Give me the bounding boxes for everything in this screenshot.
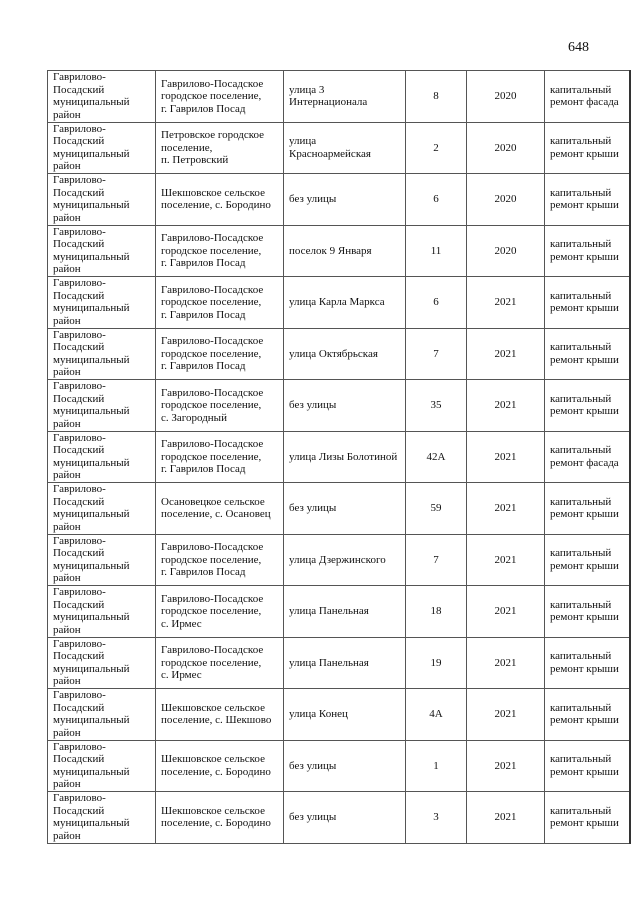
housing-repair-table — [47, 70, 631, 844]
cell-district: Гаврилово- Посадский муниципальный район — [48, 586, 156, 638]
cell-street: улица Панельная — [284, 586, 406, 638]
cell-year: 2020 — [467, 225, 545, 277]
table-row — [48, 792, 630, 844]
cell-district: Гаврилово- Посадский муниципальный район — [48, 277, 156, 329]
cell-year: 2021 — [467, 328, 545, 380]
table-row — [48, 277, 630, 329]
cell-settlement: Петровское городское поселение, п. Петровский — [156, 122, 284, 174]
table-row — [48, 71, 630, 123]
cell-house-number: 3 — [406, 792, 467, 844]
cell-work-type: капитальный ремонт фасада — [545, 431, 630, 483]
table-row — [48, 225, 630, 277]
table-row — [48, 174, 630, 226]
cell-settlement: Гаврилово-Посадское городское поселение, г. Гаврилов Посад — [156, 534, 284, 586]
cell-year: 2021 — [467, 637, 545, 689]
cell-work-type: капитальный ремонт крыши — [545, 689, 630, 741]
cell-house-number: 4А — [406, 689, 467, 741]
cell-street: улица Панельная — [284, 637, 406, 689]
cell-house-number: 18 — [406, 586, 467, 638]
cell-settlement: Гаврилово-Посадское городское поселение, с. Ирмес — [156, 637, 284, 689]
cell-year: 2021 — [467, 586, 545, 638]
cell-street: улица Конец — [284, 689, 406, 741]
cell-district: Гаврилово- Посадский муниципальный район — [48, 431, 156, 483]
cell-district: Гаврилово- Посадский муниципальный район — [48, 71, 156, 123]
cell-work-type: капитальный ремонт крыши — [545, 792, 630, 844]
cell-district: Гаврилово- Посадский муниципальный район — [48, 328, 156, 380]
table-row — [48, 637, 630, 689]
cell-work-type: капитальный ремонт крыши — [545, 225, 630, 277]
cell-street: улица Дзержинского — [284, 534, 406, 586]
cell-house-number: 11 — [406, 225, 467, 277]
cell-year: 2021 — [467, 431, 545, 483]
cell-district: Гаврилово- Посадский муниципальный район — [48, 483, 156, 535]
table-row — [48, 380, 630, 432]
cell-settlement: Гаврилово-Посадское городское поселение, с. Загородный — [156, 380, 284, 432]
cell-work-type: капитальный ремонт крыши — [545, 277, 630, 329]
cell-work-type: капитальный ремонт крыши — [545, 380, 630, 432]
cell-street: улица Лизы Болотиной — [284, 431, 406, 483]
cell-house-number: 6 — [406, 277, 467, 329]
cell-street: без улицы — [284, 792, 406, 844]
cell-house-number: 59 — [406, 483, 467, 535]
cell-work-type: капитальный ремонт крыши — [545, 174, 630, 226]
cell-house-number: 8 — [406, 71, 467, 123]
cell-year: 2021 — [467, 689, 545, 741]
table-row — [48, 122, 630, 174]
cell-settlement: Гаврилово-Посадское городское поселение, г. Гаврилов Посад — [156, 71, 284, 123]
cell-street: без улицы — [284, 740, 406, 792]
cell-settlement: Шекшовское сельское поселение, с. Шекшово — [156, 689, 284, 741]
table-row — [48, 740, 630, 792]
cell-house-number: 35 — [406, 380, 467, 432]
cell-year: 2021 — [467, 277, 545, 329]
cell-house-number: 19 — [406, 637, 467, 689]
cell-house-number: 2 — [406, 122, 467, 174]
cell-year: 2021 — [467, 740, 545, 792]
cell-street: без улицы — [284, 380, 406, 432]
table-row — [48, 483, 630, 535]
cell-year: 2020 — [467, 174, 545, 226]
cell-work-type: капитальный ремонт фасада — [545, 71, 630, 123]
cell-work-type: капитальный ремонт крыши — [545, 328, 630, 380]
cell-settlement: Гаврилово-Посадское городское поселение, г. Гаврилов Посад — [156, 277, 284, 329]
cell-house-number: 1 — [406, 740, 467, 792]
table-row — [48, 431, 630, 483]
cell-house-number: 42А — [406, 431, 467, 483]
cell-year: 2021 — [467, 483, 545, 535]
cell-house-number: 7 — [406, 534, 467, 586]
cell-settlement: Гаврилово-Посадское городское поселение, г. Гаврилов Посад — [156, 225, 284, 277]
cell-street: улица Карла Маркса — [284, 277, 406, 329]
cell-year: 2021 — [467, 792, 545, 844]
cell-settlement: Шекшовское сельское поселение, с. Бородино — [156, 174, 284, 226]
cell-district: Гаврилово- Посадский муниципальный район — [48, 534, 156, 586]
table-row — [48, 328, 630, 380]
cell-work-type: капитальный ремонт крыши — [545, 122, 630, 174]
cell-house-number: 7 — [406, 328, 467, 380]
cell-house-number: 6 — [406, 174, 467, 226]
cell-street: поселок 9 Января — [284, 225, 406, 277]
cell-street: без улицы — [284, 483, 406, 535]
cell-street: улица Октябрьская — [284, 328, 406, 380]
cell-year: 2020 — [467, 71, 545, 123]
cell-settlement: Шекшовское сельское поселение, с. Бородино — [156, 740, 284, 792]
cell-year: 2021 — [467, 380, 545, 432]
cell-street: улица 3 Интернационала — [284, 71, 406, 123]
cell-district: Гаврилово- Посадский муниципальный район — [48, 740, 156, 792]
cell-work-type: капитальный ремонт крыши — [545, 534, 630, 586]
cell-district: Гаврилово- Посадский муниципальный район — [48, 689, 156, 741]
cell-district: Гаврилово- Посадский муниципальный район — [48, 122, 156, 174]
cell-year: 2021 — [467, 534, 545, 586]
cell-street: улица Красноармейская — [284, 122, 406, 174]
cell-settlement: Шекшовское сельское поселение, с. Бородино — [156, 792, 284, 844]
cell-work-type: капитальный ремонт крыши — [545, 637, 630, 689]
cell-year: 2020 — [467, 122, 545, 174]
table-row — [48, 534, 630, 586]
table-row — [48, 689, 630, 741]
cell-settlement: Гаврилово-Посадское городское поселение, г. Гаврилов Посад — [156, 328, 284, 380]
cell-settlement: Осановецкое сельское поселение, с. Осановец — [156, 483, 284, 535]
cell-district: Гаврилово- Посадский муниципальный район — [48, 380, 156, 432]
page-number: 648 — [568, 40, 589, 55]
cell-work-type: капитальный ремонт крыши — [545, 586, 630, 638]
cell-work-type: капитальный ремонт крыши — [545, 740, 630, 792]
cell-district: Гаврилово- Посадский муниципальный район — [48, 792, 156, 844]
cell-district: Гаврилово- Посадский муниципальный район — [48, 174, 156, 226]
table-row — [48, 586, 630, 638]
cell-street: без улицы — [284, 174, 406, 226]
cell-settlement: Гаврилово-Посадское городское поселение, г. Гаврилов Посад — [156, 431, 284, 483]
cell-district: Гаврилово- Посадский муниципальный район — [48, 637, 156, 689]
cell-settlement: Гаврилово-Посадское городское поселение, с. Ирмес — [156, 586, 284, 638]
cell-work-type: капитальный ремонт крыши — [545, 483, 630, 535]
cell-district: Гаврилово- Посадский муниципальный район — [48, 225, 156, 277]
